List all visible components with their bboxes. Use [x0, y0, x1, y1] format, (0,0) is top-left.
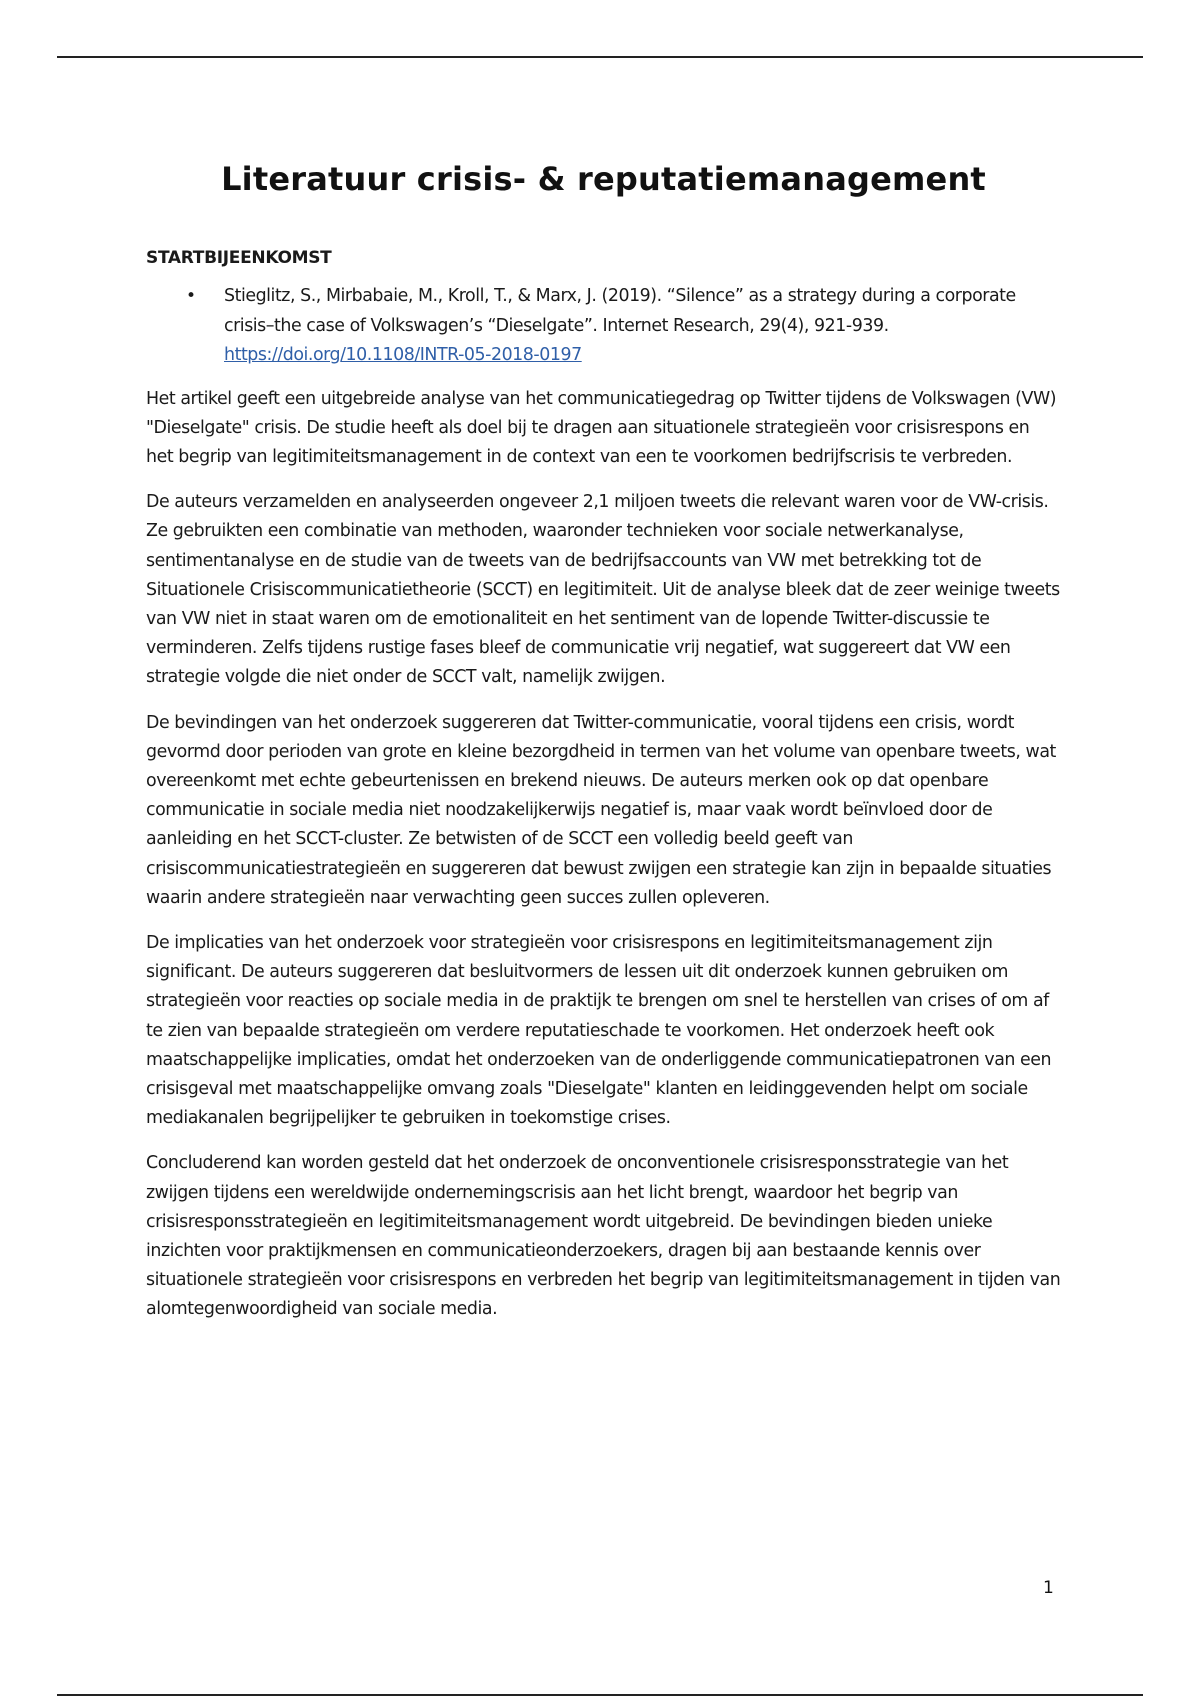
page-number: 1 [1043, 1578, 1054, 1598]
body-paragraph: De bevindingen van het onderzoek suggereren dat Twitter-communicatie, vooral tijdens een crisis, wordt gevormd door perioden van grote en kleine bezorgdheid in termen van het volume van openbare tweets, wat overeenkomt met echte gebeurtenissen en brekend nieuws. De auteurs merken ook op dat openbare communicatie in sociale media niet noodzakelijkerwijs negatief is, maar vaak wordt beïnvloed door de aanleiding en het SCCT-cluster. Ze betwisten of de SCCT een volledig beeld geeft van crisiscommunicatiestrategieën en suggereren dat bewust zwijgen een strategie kan zijn in bepaalde situaties waarin andere strategieën naar verwachting geen succes zullen opleveren. [146, 712, 1056, 908]
reference-citation: Stieglitz, S., Mirbabaie, M., Kroll, T., & Marx, J. (2019). “Silence” as a strategy during a corporate crisis–the case of Volkswagen’s “Dieselgate”. Internet Research, 29(4), 921-939. [224, 286, 1016, 336]
reference-item [146, 282, 1061, 371]
doi-link[interactable]: https://doi.org/10.1108/INTR-05-2018-0197 [224, 345, 582, 365]
section-heading: STARTBIJEENKOMST [146, 248, 332, 268]
bullet-icon: • [186, 286, 196, 306]
footer-rule [57, 1694, 1143, 1696]
document-title: Literatuur crisis- & reputatiemanagement [221, 160, 986, 198]
body-paragraph: Het artikel geeft een uitgebreide analyse van het communicatiegedrag op Twitter tijdens de Volkswagen (VW) "Dieselgate" crisis. De studie heeft als doel bij te dragen aan situationele strategieën voor crisisrespons en het begrip van legitimiteitsmanagement in de context van een te voorkomen bedrijfscrisis te verbreden. [146, 388, 1057, 467]
body-paragraph: Concluderend kan worden gesteld dat het onderzoek de onconventionele crisisresponsstrategie van het zwijgen tijdens een wereldwijde ondernemingscrisis aan het licht brengt, waardoor het begrip van crisisresponsstrategieën en legitimiteitsmanagement wordt uitgebreid. De bevindingen bieden unieke inzichten voor praktijkmensen en communicatieonderzoekers, dragen bij aan bestaande kennis over situationele strategieën voor crisisrespons en verbreden het begrip van legitimiteitsmanagement in tijden van alomtegenwoordigheid van sociale media. [146, 1153, 1061, 1320]
body-paragraph: De auteurs verzamelden en analyseerden ongeveer 2,1 miljoen tweets die relevant waren voor de VW-crisis. Ze gebruikten een combinatie van methoden, waaronder technieken voor sociale netwerkanalyse, sentimentanalyse en de studie van de tweets van de bedrijfsaccounts van VW met betrekking tot de Situationele Crisiscommunicatietheorie (SCCT) en legitimiteit. Uit de analyse bleek dat de zeer weinige tweets van VW niet in staat waren om de emotionaliteit en het sentiment van de lopende Twitter-discussie te verminderen. Zelfs tijdens rustige fases bleef de communicatie vrij negatief, wat suggereert dat VW een strategie volgde die niet onder de SCCT valt, namelijk zwijgen. [146, 492, 1060, 688]
reference-list [146, 282, 1061, 371]
header-rule [57, 56, 1143, 58]
body-paragraph: De implicaties van het onderzoek voor strategieën voor crisisrespons en legitimiteitsmanagement zijn significant. De auteurs suggereren dat besluitvormers de lessen uit dit onderzoek kunnen gebruiken om strategieën voor reacties op sociale media in de praktijk te brengen om snel te herstellen van crises of om af te zien van bepaalde strategieën om verdere reputatieschade te voorkomen. Het onderzoek heeft ook maatschappelijke implicaties, omdat het onderzoeken van de onderliggende communicatiepatronen van een crisisgeval met maatschappelijke omvang zoals "Dieselgate" klanten en leidinggevenden helpt om sociale mediakanalen begrijpelijker te gebruiken in toekomstige crises. [146, 932, 1052, 1129]
document-page [146, 160, 1061, 1341]
